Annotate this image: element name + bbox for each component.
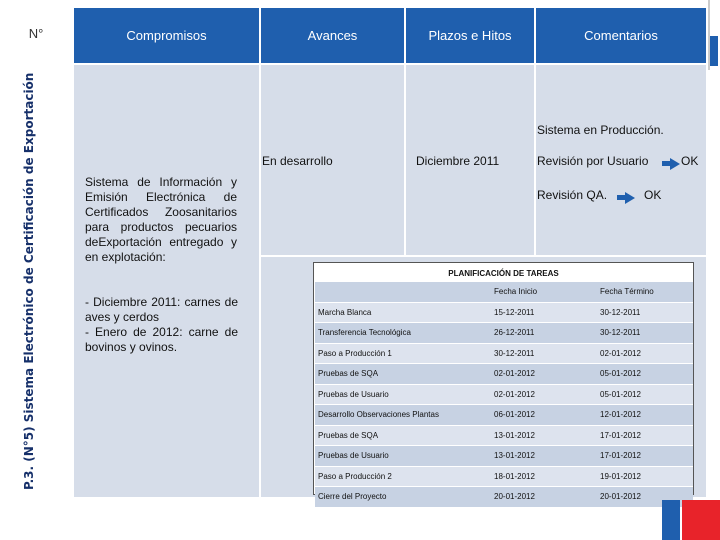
- task-end: 30-12-2011: [597, 323, 693, 344]
- task-start: 06-01-2012: [491, 405, 597, 426]
- task-end: 30-12-2011: [597, 302, 693, 323]
- table-row: [315, 364, 693, 385]
- comentario-revision-qa: Revisión QA.: [537, 188, 608, 202]
- logo-blue-square: [662, 500, 680, 540]
- task-name: Cierre del Proyecto: [315, 487, 491, 508]
- table-row: [315, 302, 693, 323]
- task-end: 17-01-2012: [597, 425, 693, 446]
- table-header-task: [315, 282, 491, 302]
- task-name: Pruebas de SQA: [315, 425, 491, 446]
- table-row: [315, 405, 693, 426]
- task-start: 02-01-2012: [491, 384, 597, 405]
- task-end: 17-01-2012: [597, 446, 693, 467]
- compromiso-list: - Diciembre 2011: carnes de aves y cerdos - Enero de 2012: carne de bovinos y ovinos.: [85, 295, 238, 354]
- table-row: [315, 446, 693, 467]
- num-header: N°: [0, 0, 72, 56]
- arrow-right-icon: [662, 155, 680, 173]
- task-end: 02-01-2012: [597, 343, 693, 364]
- header-compromisos: Compromisos: [74, 8, 259, 63]
- task-name: Pruebas de Usuario: [315, 384, 491, 405]
- task-end: 20-01-2012: [597, 487, 693, 508]
- header-plazos: Plazos e Hitos: [406, 8, 534, 63]
- flag-blue-square: [710, 36, 718, 66]
- table-row: [315, 425, 693, 446]
- table-row: [315, 343, 693, 364]
- logo-red-square: [682, 500, 720, 540]
- task-name: Paso a Producción 1: [315, 343, 491, 364]
- planificacion-table: [315, 282, 693, 508]
- side-title: P.3. (N°5) Sistema Electrónico de Certificación de Exportación: [22, 72, 36, 490]
- comentario-usuario-ok: OK: [681, 154, 699, 168]
- task-start: 26-12-2011: [491, 323, 597, 344]
- task-end: 19-01-2012: [597, 466, 693, 487]
- plazo-date: Diciembre 2011: [416, 154, 500, 168]
- task-start: 15-12-2011: [491, 302, 597, 323]
- task-name: Desarrollo Observaciones Plantas: [315, 405, 491, 426]
- task-name: Pruebas de Usuario: [315, 446, 491, 467]
- comentario-revision-usuario: Revisión por Usuario: [537, 154, 649, 168]
- task-name: Pruebas de SQA: [315, 364, 491, 385]
- planificacion-title: PLANIFICACIÓN DE TAREAS: [448, 269, 559, 278]
- compromiso-text: Sistema de Información y Emisión Electrónica de Certificados Zoosanitarios para productos pecuarios deExportación entregado y en explotación:: [85, 175, 237, 264]
- task-start: 20-01-2012: [491, 487, 597, 508]
- table-row: [315, 323, 693, 344]
- task-end: 05-01-2012: [597, 384, 693, 405]
- task-start: 02-01-2012: [491, 364, 597, 385]
- table-row: [315, 487, 693, 508]
- table-row: [315, 384, 693, 405]
- task-end: 12-01-2012: [597, 405, 693, 426]
- task-start: 13-01-2012: [491, 446, 597, 467]
- table-header-row: [315, 282, 693, 302]
- table-header-end: Fecha Término: [597, 282, 693, 302]
- table-header-start: Fecha Inicio: [491, 282, 597, 302]
- comentario-produccion: Sistema en Producción.: [537, 123, 664, 137]
- avance-status: En desarrollo: [262, 154, 333, 168]
- table-row: [315, 466, 693, 487]
- header-comentarios: Comentarios: [536, 8, 706, 63]
- task-name: Transferencia Tecnológica: [315, 323, 491, 344]
- task-start: 30-12-2011: [491, 343, 597, 364]
- task-start: 18-01-2012: [491, 466, 597, 487]
- comentario-qa-ok: OK: [644, 188, 662, 202]
- task-start: 13-01-2012: [491, 425, 597, 446]
- compromisos-cell: [74, 65, 259, 497]
- header-avances: Avances: [261, 8, 404, 63]
- task-name: Paso a Producción 2: [315, 466, 491, 487]
- task-name: Marcha Blanca: [315, 302, 491, 323]
- task-end: 05-01-2012: [597, 364, 693, 385]
- arrow-right-icon: [617, 189, 635, 207]
